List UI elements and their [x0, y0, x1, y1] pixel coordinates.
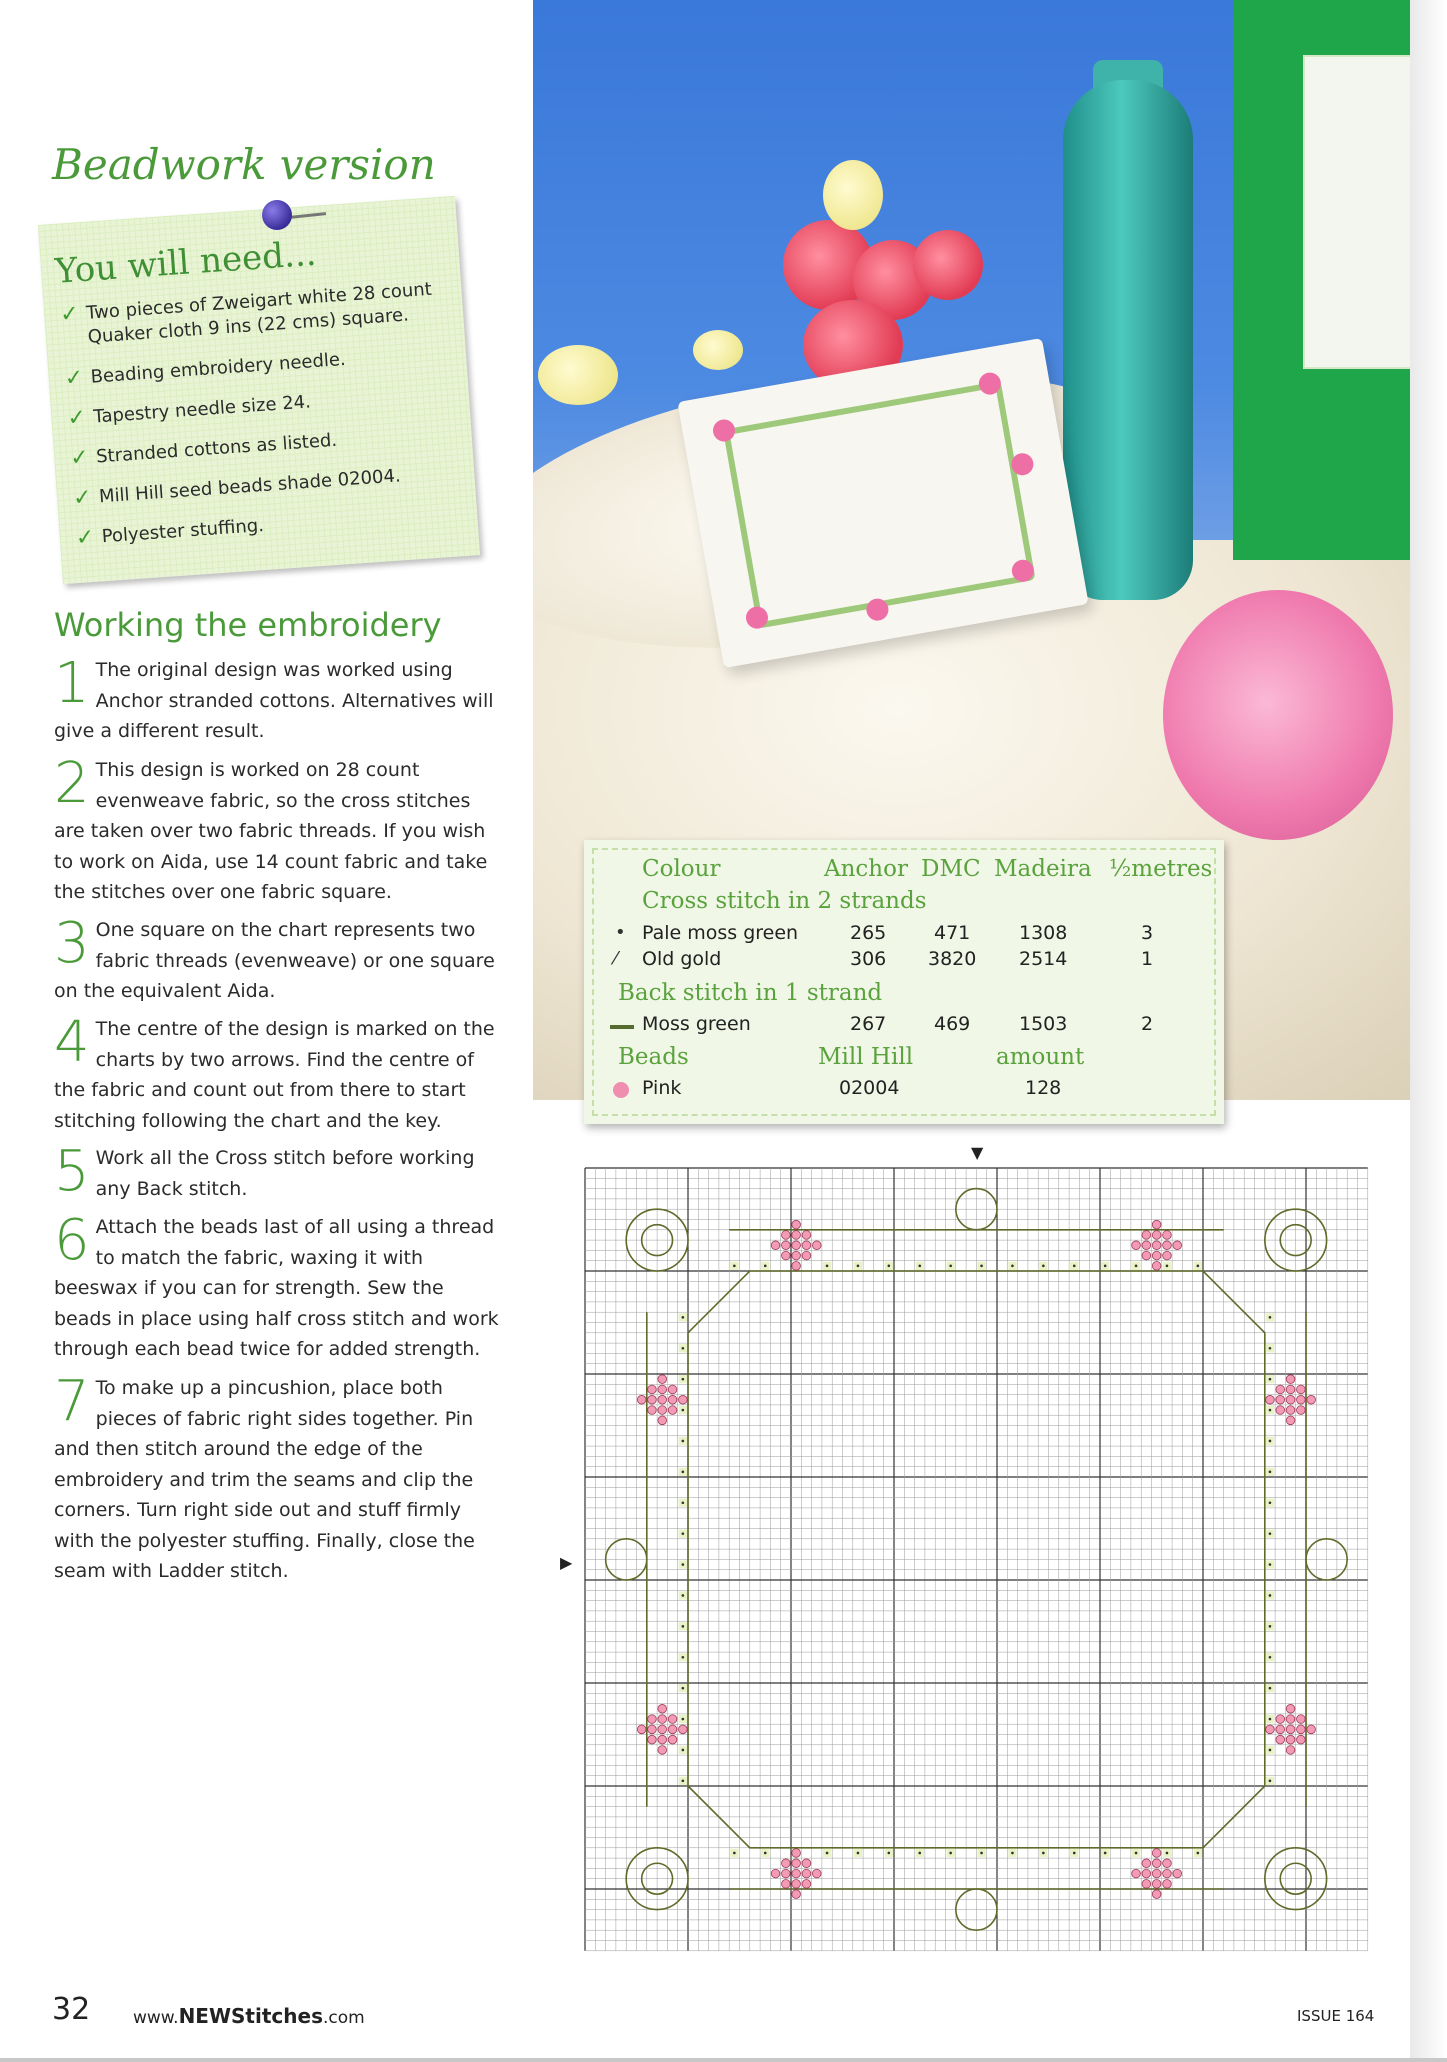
cross-stitch-dot: [1135, 1852, 1138, 1855]
bead: [668, 1395, 677, 1404]
cross-stitch-dot: [682, 1563, 685, 1566]
cross-stitch-dot: [1269, 1440, 1272, 1443]
cross-stitch-dot: [1269, 1718, 1272, 1721]
bead: [658, 1406, 667, 1415]
bead: [1152, 1890, 1161, 1899]
key-header-madeira: Madeira: [994, 856, 1092, 882]
issue-number: ISSUE 164: [1297, 2007, 1375, 2025]
bead: [792, 1880, 801, 1889]
cross-stitch-dot: [1269, 1594, 1272, 1597]
bead: [648, 1385, 657, 1394]
rose-flower: [913, 230, 983, 300]
cross-stitch-dot: [682, 1316, 685, 1319]
key-row-metres: 3: [1141, 922, 1154, 944]
bead: [1163, 1859, 1172, 1868]
bead: [1297, 1735, 1306, 1744]
pincushion-embroidery: [723, 381, 1036, 629]
check-icon: ✓: [75, 524, 96, 552]
pink-bead-symbol: [613, 1082, 629, 1098]
bead: [1173, 1869, 1182, 1878]
step-6: [54, 1208, 506, 1365]
key-row-name: Pale moss green: [642, 922, 799, 944]
bead: [658, 1715, 667, 1724]
cross-stitch-dot: [1197, 1265, 1200, 1268]
key-header-dmc: DMC: [921, 856, 981, 882]
bead: [792, 1890, 801, 1899]
bead: [782, 1241, 791, 1250]
check-icon: ✓: [59, 301, 80, 328]
bead: [1276, 1395, 1285, 1404]
stitch-chart-svg: [581, 1164, 1372, 1962]
colour-key: [584, 840, 1224, 1124]
bead: [668, 1725, 677, 1734]
list-item-text: Beading embroidery needle.: [89, 348, 347, 388]
pale-moss-symbol: •: [615, 922, 626, 943]
cross-stitch-dot: [682, 1594, 685, 1597]
step-text: One square on the chart represents two fabric threads (evenweave) or one square on the equivalent Aida.: [54, 919, 495, 1002]
list-item-text: Stranded cottons as listed.: [95, 429, 338, 468]
cross-stitch-dot: [1104, 1265, 1107, 1268]
bead: [668, 1735, 677, 1744]
list-item-text: Tapestry needle size 24.: [92, 391, 312, 428]
key-row-madeira: 1503: [1019, 1013, 1068, 1035]
cross-stitch-dot: [1269, 1378, 1272, 1381]
cross-stitch-dot: [733, 1852, 736, 1855]
bead: [658, 1746, 667, 1755]
cross-stitch-dot: [682, 1378, 685, 1381]
cross-stitch-dot: [682, 1749, 685, 1752]
key-header-mill-hill: Mill Hill: [818, 1044, 914, 1070]
check-icon: ✓: [69, 445, 90, 472]
bead: [792, 1220, 801, 1229]
bead: [1297, 1385, 1306, 1394]
key-row-dmc: 471: [934, 922, 971, 944]
cross-stitch-dot: [1042, 1265, 1045, 1268]
bead: [1163, 1869, 1172, 1878]
bead: [1132, 1241, 1141, 1250]
carnation-flower: [1163, 590, 1393, 840]
key-row-metres: 1: [1141, 948, 1154, 970]
step-number: 1: [54, 651, 90, 716]
key-row-amount: 128: [1025, 1077, 1062, 1099]
bead: [1276, 1385, 1285, 1394]
key-back-title: Back stitch in 1 strand: [618, 980, 883, 1006]
cross-stitch-dot: [733, 1265, 736, 1268]
cross-stitch-dot: [1269, 1625, 1272, 1628]
bead: [1286, 1725, 1295, 1734]
cross-stitch-dot: [1269, 1501, 1272, 1504]
key-row-dmc: 469: [934, 1013, 971, 1035]
cross-stitch-dot: [1197, 1852, 1200, 1855]
cross-stitch-dot: [682, 1718, 685, 1721]
bead: [1152, 1262, 1161, 1271]
vase: [1063, 80, 1193, 600]
cross-stitch-dot: [1269, 1780, 1272, 1783]
bead: [679, 1725, 688, 1734]
page-number: 32: [52, 1992, 91, 2027]
bead: [1297, 1395, 1306, 1404]
old-gold-symbol: ⁄: [614, 948, 618, 969]
cross-stitch-dot: [888, 1852, 891, 1855]
website: [133, 2004, 365, 2028]
list-item: [75, 500, 466, 551]
bead: [1307, 1395, 1316, 1404]
step-2: [54, 751, 506, 908]
bead: [1163, 1241, 1172, 1250]
bead: [637, 1725, 646, 1734]
bead: [1152, 1880, 1161, 1889]
bead: [1276, 1715, 1285, 1724]
bead: [1297, 1715, 1306, 1724]
bead: [1286, 1416, 1295, 1425]
bead: [1142, 1869, 1151, 1878]
cross-stitch-dot: [918, 1265, 921, 1268]
center-arrow-left: ▶: [560, 1553, 573, 1572]
step-4: [54, 1010, 506, 1136]
bead: [802, 1251, 811, 1260]
cross-stitch-dot: [949, 1852, 952, 1855]
cross-stitch-dot: [682, 1532, 685, 1535]
bead: [812, 1869, 821, 1878]
pin-icon: [262, 200, 292, 230]
cross-stitch-dot: [1269, 1409, 1272, 1412]
key-row-code: 02004: [839, 1077, 900, 1099]
freesia-flower: [823, 160, 883, 230]
cross-stitch-dot: [1269, 1687, 1272, 1690]
cross-stitch-dot: [682, 1409, 685, 1412]
bead: [1152, 1849, 1161, 1858]
bead: [1286, 1746, 1295, 1755]
bead: [792, 1869, 801, 1878]
bead: [1152, 1231, 1161, 1240]
bead: [1152, 1251, 1161, 1260]
bead: [1173, 1241, 1182, 1250]
bead: [771, 1241, 780, 1250]
website-brand: NEWStitches: [178, 2004, 323, 2028]
list-item-text: Two pieces of Zweigart white 28 count Quaker cloth 9 ins (22 cms) square.: [85, 278, 433, 348]
bead: [782, 1880, 791, 1889]
bead: [782, 1231, 791, 1240]
page-edge: [1410, 0, 1447, 2062]
bead: [658, 1395, 667, 1404]
bead: [1286, 1395, 1295, 1404]
you-will-need-title: You will need...: [53, 233, 318, 292]
check-icon: ✓: [66, 405, 87, 432]
cross-stitch-dot: [1269, 1749, 1272, 1752]
cross-stitch-dot: [682, 1471, 685, 1474]
step-number: 6: [54, 1208, 90, 1273]
key-row-anchor: 265: [850, 922, 887, 944]
stitch-chart: [581, 1164, 1372, 1962]
bead: [1152, 1241, 1161, 1250]
cross-stitch-dot: [1269, 1563, 1272, 1566]
bead: [1142, 1251, 1151, 1260]
cross-stitch-dot: [1073, 1265, 1076, 1268]
bead: [792, 1262, 801, 1271]
step-text: The centre of the design is marked on the charts by two arrows. Find the centre of the fabric and count out from there to start stitching following the chart and the key.: [54, 1018, 495, 1132]
step-number: 5: [54, 1139, 90, 1204]
cross-stitch-dot: [682, 1501, 685, 1504]
key-header-colour: Colour: [642, 856, 721, 882]
check-icon: ✓: [72, 484, 93, 512]
bead: [658, 1385, 667, 1394]
bead: [679, 1395, 688, 1404]
list-item-text: Polyester stuffing.: [101, 515, 265, 548]
cross-stitch-dot: [1073, 1852, 1076, 1855]
cross-stitch-dot: [918, 1852, 921, 1855]
cross-stitch-dot: [1042, 1852, 1045, 1855]
bead: [668, 1715, 677, 1724]
cross-stitch-dot: [949, 1265, 952, 1268]
bead: [1297, 1725, 1306, 1734]
step-number: 2: [54, 751, 90, 816]
bead: [1152, 1859, 1161, 1868]
bead: [658, 1416, 667, 1425]
step-7: [54, 1369, 506, 1587]
list-item: [59, 277, 451, 352]
bead: [792, 1241, 801, 1250]
freesia-flower: [693, 330, 743, 370]
bead: [658, 1725, 667, 1734]
bead: [792, 1251, 801, 1260]
cross-stitch-dot: [682, 1440, 685, 1443]
cross-stitch-dot: [826, 1265, 829, 1268]
step-text: The original design was worked using Anchor stranded cottons. Alternatives will give a different result.: [54, 659, 494, 742]
key-row-metres: 2: [1141, 1013, 1154, 1035]
bead: [802, 1880, 811, 1889]
bead: [1266, 1725, 1275, 1734]
key-row-name: Old gold: [642, 948, 722, 970]
bead: [648, 1735, 657, 1744]
key-row-anchor: 267: [850, 1013, 887, 1035]
bead: [792, 1849, 801, 1858]
cross-stitch-dot: [826, 1852, 829, 1855]
step-3: [54, 911, 506, 1007]
cross-stitch-dot: [682, 1625, 685, 1628]
key-row-madeira: 1308: [1019, 922, 1068, 944]
cross-stitch-dot: [1135, 1265, 1138, 1268]
cross-stitch-dot: [1269, 1347, 1272, 1350]
bead: [668, 1406, 677, 1415]
bead: [802, 1231, 811, 1240]
footer-rule: [0, 2058, 1447, 2062]
cross-stitch-dot: [1166, 1265, 1169, 1268]
bead: [1142, 1859, 1151, 1868]
key-row-dmc: 3820: [928, 948, 977, 970]
key-header-amount: amount: [996, 1044, 1085, 1070]
bead: [1276, 1735, 1285, 1744]
cross-stitch-dot: [1011, 1265, 1014, 1268]
bead: [648, 1395, 657, 1404]
cross-stitch-dot: [682, 1656, 685, 1659]
website-prefix: www.: [133, 2008, 179, 2028]
section-title: Beadwork version: [52, 140, 436, 189]
key-row-madeira: 2514: [1019, 948, 1068, 970]
cross-stitch-dot: [980, 1852, 983, 1855]
key-row-name: Moss green: [642, 1013, 751, 1035]
cross-stitch-dot: [682, 1347, 685, 1350]
bead: [792, 1859, 801, 1868]
bead: [802, 1241, 811, 1250]
key-header-metres: ½metres: [1109, 856, 1213, 882]
step-text: Attach the beads last of all using a thread to match the fabric, waxing it with beeswax if you can for strength. Sew the beads in place using half cross stitch and work through each bead twice for added strength.: [54, 1216, 499, 1360]
key-header-anchor: Anchor: [824, 856, 908, 882]
step-number: 3: [54, 911, 90, 976]
bead: [648, 1406, 657, 1415]
step-1: [54, 651, 506, 747]
step-text: Work all the Cross stitch before working any Back stitch.: [95, 1147, 475, 1200]
list-item-text: Mill Hill seed beads shade 02004.: [98, 465, 402, 508]
bead: [1142, 1241, 1151, 1250]
cross-stitch-dot: [1269, 1532, 1272, 1535]
cross-stitch-dot: [1269, 1471, 1272, 1474]
website-suffix: .com: [322, 2008, 365, 2028]
step-number: 7: [54, 1369, 90, 1434]
bead: [1142, 1231, 1151, 1240]
bead: [782, 1251, 791, 1260]
bead: [1286, 1704, 1295, 1713]
bead: [812, 1241, 821, 1250]
step-text: This design is worked on 28 count evenweave fabric, so the cross stitches are taken over two fabric threads. If you wish to work on Aida, use 14 count fabric and take the stitches over one fabric square.: [54, 759, 488, 903]
bead: [802, 1869, 811, 1878]
cross-stitch-dot: [1166, 1852, 1169, 1855]
cross-stitch-dot: [1011, 1852, 1014, 1855]
cross-stitch-dot: [857, 1852, 860, 1855]
bead: [668, 1385, 677, 1394]
bead: [782, 1859, 791, 1868]
bead: [1266, 1395, 1275, 1404]
bead: [782, 1869, 791, 1878]
key-cross-title: Cross stitch in 2 strands: [642, 888, 927, 914]
you-will-need-list: [59, 277, 466, 568]
step-number: 4: [54, 1010, 90, 1075]
bead: [1276, 1406, 1285, 1415]
check-icon: ✓: [63, 365, 85, 392]
key-row-name: Pink: [642, 1077, 682, 1099]
bead: [1163, 1880, 1172, 1889]
bead: [1276, 1725, 1285, 1734]
freesia-flower: [538, 345, 618, 405]
bead: [658, 1375, 667, 1384]
bead: [1163, 1231, 1172, 1240]
you-will-need-note: [38, 196, 480, 584]
bead: [1286, 1735, 1295, 1744]
bead: [1286, 1715, 1295, 1724]
cross-stitch-dot: [857, 1265, 860, 1268]
bead: [1152, 1220, 1161, 1229]
bead: [658, 1735, 667, 1744]
bead: [1297, 1406, 1306, 1415]
cross-stitch-dot: [1269, 1656, 1272, 1659]
cross-stitch-dot: [764, 1265, 767, 1268]
bead: [1307, 1725, 1316, 1734]
bead: [771, 1869, 780, 1878]
bead: [1142, 1880, 1151, 1889]
bead: [658, 1704, 667, 1713]
bead: [1163, 1251, 1172, 1260]
bead: [1152, 1869, 1161, 1878]
key-row-anchor: 306: [850, 948, 887, 970]
bead: [792, 1231, 801, 1240]
bead: [637, 1395, 646, 1404]
center-arrow-top: ▼: [971, 1143, 984, 1162]
moss-line-symbol: [610, 1025, 634, 1029]
cross-stitch-dot: [888, 1265, 891, 1268]
bead: [648, 1715, 657, 1724]
cross-stitch-dot: [764, 1852, 767, 1855]
bead: [1286, 1406, 1295, 1415]
cross-stitch-dot: [682, 1687, 685, 1690]
key-beads-title: Beads: [618, 1044, 689, 1070]
step-5: [54, 1139, 506, 1204]
step-text: To make up a pincushion, place both pieces of fabric right sides together. Pin and then stitch around the edge of the embroidery and trim the seams and clip the corners. Turn right side out and stuff firmly with the polyester stuffing. Finally, close the seam with Ladder stitch.: [54, 1377, 475, 1582]
bead: [648, 1725, 657, 1734]
cross-stitch-dot: [682, 1780, 685, 1783]
cross-stitch-dot: [980, 1265, 983, 1268]
bead: [802, 1859, 811, 1868]
bead: [1286, 1375, 1295, 1384]
bead: [1132, 1869, 1141, 1878]
cross-stitch-dot: [1269, 1316, 1272, 1319]
bead: [1286, 1385, 1295, 1394]
working-title: Working the embroidery: [54, 606, 442, 644]
cross-stitch-dot: [1104, 1852, 1107, 1855]
